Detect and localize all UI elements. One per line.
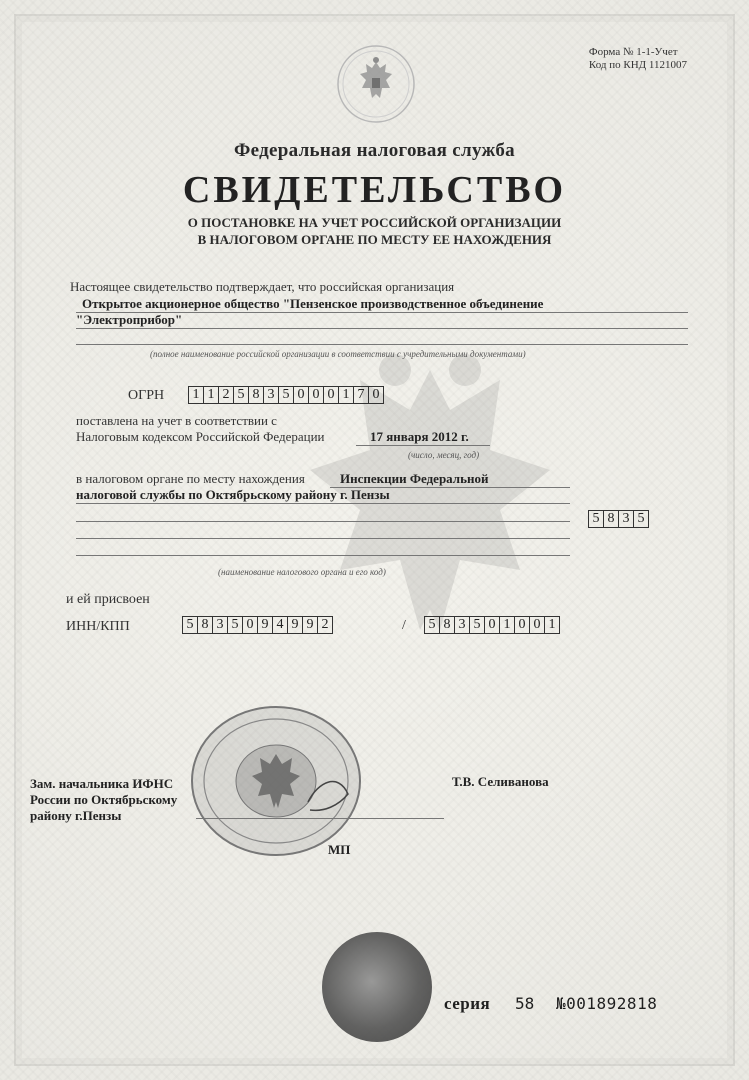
digit-box: 0 (484, 616, 500, 634)
blank-number: №001892818 (556, 994, 658, 1013)
series-value: 58 (515, 994, 535, 1013)
document-title: СВИДЕТЕЛЬСТВО (182, 169, 567, 211)
digit-box: 5 (588, 510, 604, 528)
digit-box: 0 (514, 616, 530, 634)
series-label: серия (444, 994, 491, 1013)
registration-line1: поставлена на учет в соответствии с (76, 413, 277, 428)
digit-box: 8 (603, 510, 619, 528)
digit-box: 5 (227, 616, 243, 634)
kpp-boxes (424, 616, 559, 634)
digit-box: 0 (308, 386, 324, 404)
issuer-title: Федеральная налоговая служба (234, 140, 515, 161)
signer-name: Т.В. Селиванова (452, 774, 549, 789)
digit-box: 1 (544, 616, 560, 634)
digit-box: 0 (242, 616, 258, 634)
hologram-icon (322, 932, 432, 1042)
official-seal-icon (188, 702, 364, 860)
tax-office-code-boxes (588, 510, 648, 528)
digit-box: 3 (212, 616, 228, 634)
inn-boxes (182, 616, 332, 634)
ogrn-label: ОГРН (128, 388, 165, 403)
document-subtitle: О ПОСТАНОВКЕ НА УЧЕТ РОССИЙСКОЙ ОРГАНИЗАЦИИ В НАЛОГОВОМ ОРГАНЕ ПО МЕСТУ ЕЕ НАХОЖДЕНИЯ (187, 215, 562, 247)
digit-box: 2 (218, 386, 234, 404)
tax-office-intro: в налоговом органе по месту нахождения (76, 471, 305, 486)
digit-box: 3 (454, 616, 470, 634)
digit-box: 0 (368, 386, 384, 404)
organization-name-line1: Открытое акционерное общество "Пензенское производственное объединение (82, 296, 544, 311)
digit-box: 3 (618, 510, 634, 528)
digit-box: 9 (302, 616, 318, 634)
tax-office-name-line1: Инспекции Федеральной (340, 471, 489, 486)
digit-box: 5 (633, 510, 649, 528)
digit-box: 5 (233, 386, 249, 404)
coat-of-arms-icon (336, 44, 416, 124)
seal-place-label: МП (328, 842, 351, 857)
signer-position: Зам. начальника ИФНС России по Октябрьскому району г.Пензы (30, 776, 178, 823)
registration-date: 17 января 2012 г. (370, 429, 469, 444)
digit-box: 0 (323, 386, 339, 404)
date-hint: (число, месяц, год) (408, 450, 480, 460)
digit-box: 3 (263, 386, 279, 404)
ogrn-boxes (188, 386, 383, 404)
digit-box: 5 (424, 616, 440, 634)
inn-kpp-separator: / (402, 618, 406, 633)
digit-box: 5 (182, 616, 198, 634)
organization-name-line2: "Электроприбор" (76, 312, 183, 327)
digit-box: 1 (338, 386, 354, 404)
digit-box: 2 (317, 616, 333, 634)
inn-kpp-label: ИНН/КПП (66, 619, 130, 634)
digit-box: 1 (499, 616, 515, 634)
digit-box: 5 (469, 616, 485, 634)
digit-box: 7 (353, 386, 369, 404)
registration-line2: Налоговым кодексом Российской Федерации (76, 429, 325, 444)
digit-box: 9 (287, 616, 303, 634)
digit-box: 8 (439, 616, 455, 634)
digit-box: 8 (248, 386, 264, 404)
digit-box: 0 (529, 616, 545, 634)
tax-office-name-line2: налоговой службы по Октябрьскому району г. Пензы (76, 487, 390, 502)
digit-box: 5 (278, 386, 294, 404)
digit-box: 1 (203, 386, 219, 404)
digit-box: 8 (197, 616, 213, 634)
organization-name-hint: (полное наименование российской организации в соответствии с учредительными документами) (150, 349, 526, 359)
tax-office-hint: (наименование налогового органа и его код) (218, 567, 386, 577)
digit-box: 4 (272, 616, 288, 634)
digit-box: 0 (293, 386, 309, 404)
form-number: Форма № 1-1-Учет Код по КНД 1121007 (588, 46, 687, 71)
certify-intro: Настоящее свидетельство подтверждает, что российская организация (70, 279, 455, 294)
assigned-label: и ей присвоен (66, 592, 150, 607)
digit-box: 1 (188, 386, 204, 404)
digit-box: 9 (257, 616, 273, 634)
